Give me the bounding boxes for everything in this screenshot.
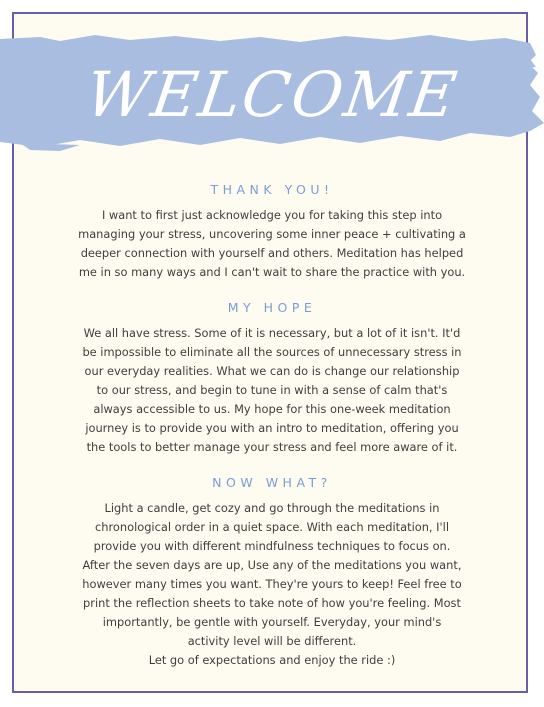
section-paragraph	[60, 206, 484, 282]
paragraph-line: be impossible to eliminate all the sources of unnecessary stress in	[82, 345, 462, 359]
section-heading: THANK YOU!	[210, 182, 334, 197]
section-heading: NOW WHAT?	[212, 475, 332, 490]
paragraph-line: our everyday realities. What we can do is change our relationship	[84, 364, 460, 378]
paragraph-line: We all have stress. Some of it is necessary, but a lot of it isn't. It'd	[83, 326, 461, 340]
paragraph-line: always accessible to us. My hope for this one-week meditation	[93, 402, 451, 416]
paragraph-line: I want to first just acknowledge you for taking this step into	[101, 208, 443, 222]
section-heading: MY HOPE	[227, 300, 317, 315]
section-my-hope	[60, 300, 484, 457]
paragraph-line: print the reflection sheets to take note of how you're feeling. Most	[83, 596, 461, 610]
section-paragraph	[60, 499, 484, 670]
section-paragraph	[60, 324, 484, 457]
paragraph-line: the tools to better manage your stress and feel more aware of it.	[86, 440, 458, 454]
section-thank-you	[60, 182, 484, 282]
paragraph-line: to our stress, and begin to tune in with a sense of calm that's	[96, 383, 448, 397]
paragraph-line: provide you with different mindfulness techniques to focus on.	[93, 539, 451, 553]
paragraph-line: chronological order in a quiet space. With each meditation, I'll	[95, 520, 449, 534]
paragraph-line: journey is to provide you with an intro to meditation, offering you	[85, 421, 459, 435]
paragraph-line: me in so many ways and I can't wait to share the practice with you.	[78, 265, 466, 279]
paragraph-line: however many times you want. They're yours to keep! Feel free to	[82, 577, 462, 591]
paragraph-line: After the seven days are up, Use any of the meditations you want,	[82, 558, 462, 572]
paragraph-line: Light a candle, get cozy and go through the meditations in	[104, 501, 440, 515]
paragraph-line: importantly, be gentle with yourself. Everyday, your mind's	[102, 615, 442, 629]
welcome-title: WELCOME	[81, 58, 463, 131]
paragraph-line: deeper connection with yourself and others. Meditation has helped	[80, 246, 464, 260]
paragraph-line: activity level will be different.	[187, 634, 357, 648]
section-now-what	[60, 475, 484, 670]
paragraph-line: Let go of expectations and enjoy the ride :)	[148, 653, 396, 667]
paragraph-line: managing your stress, uncovering some inner peace + cultivating a	[78, 227, 466, 241]
